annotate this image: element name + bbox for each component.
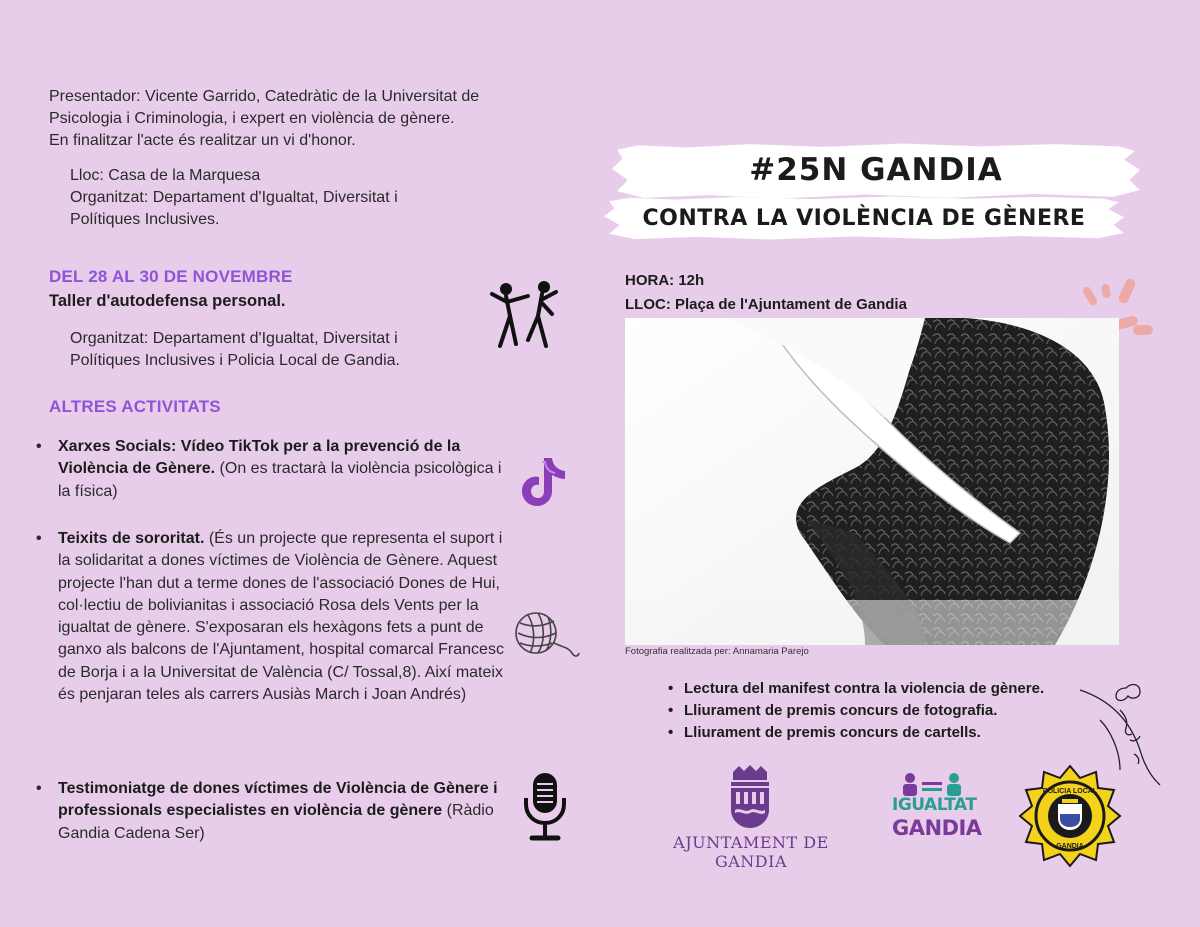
presenter-text: [49, 86, 569, 152]
yarn-ball-icon: [510, 607, 580, 661]
other-activities-heading: ALTRES ACTIVITATS: [49, 397, 221, 416]
martial-arts-icon: [484, 274, 564, 352]
ajuntament-crest-icon: [727, 764, 773, 830]
event-activity-item: • Lliurament de premis concurs de cartells.: [668, 722, 1128, 744]
activity-item-sororitat: [58, 528, 513, 706]
igualtat-line2: GANDIA: [892, 816, 982, 840]
policia-local-badge-icon: [1018, 764, 1122, 868]
workshop-title: Taller d'autodefensa personal.: [49, 292, 286, 310]
igualtat-line1: IGUALTAT: [892, 795, 977, 815]
hair-photo: [625, 318, 1119, 645]
presenter-line: Presentador: Vicente Garrido, Catedràtic de la Universitat de: [49, 88, 480, 105]
ajuntament-name: AJUNTAMENT DE GANDIA: [673, 833, 829, 871]
intro-place: Lloc: Casa de la Marquesa: [70, 167, 261, 184]
workshop-organizer-line: Organitzat: Departament d'Igualtat, Diversitat i: [70, 330, 398, 347]
activity-item-tiktok: [58, 436, 513, 503]
activity-detail: (És un projecte que representa el suport i la solidaritat a dones víctimes de Violència de Gènere. Aquest projecte l'han dut a terme dones de l'associació Dones de Hui, col·lectiu de bolivianitas i associació Rosa dels Vents per la igualtat de gènere. S'exposaran els hexàgons fets a punt de ganxo als balcons de l'Ajuntament, hospital comarcal Francesc de Borja i a la Universitat de València (C/ Tossal,8). Així mateix és penjaran teles als carrers Ausiàs March i Joan Andrés): [58, 530, 504, 704]
event-activities: [668, 678, 1128, 744]
tiktok-icon: [512, 452, 572, 512]
workshop-organizer: [70, 328, 490, 372]
event-activity-item: • Lliurament de premis concurs de fotografia.: [668, 700, 1128, 722]
activity-detail: (On es tractarà la violència psicològica i la física): [58, 460, 502, 500]
event-subtitle: CONTRA LA VIOLÈNCIA DE GÈNERE: [642, 206, 1086, 231]
intro-organizer-line: Polítiques Inclusives.: [70, 211, 220, 228]
intro-organizer-line: Organitzat: Departament d'Igualtat, Diversitat i: [70, 189, 398, 206]
presenter-line: En finalitzar l'acte és realitzar un vi d'honor.: [49, 132, 356, 149]
activity-bold: Teixits de sororitat.: [58, 530, 205, 547]
workshop-dates: DEL 28 AL 30 DE NOVEMBRE: [49, 267, 293, 286]
photo-credit: Fotografia realitzada per: Annamaria Parejo: [625, 646, 809, 657]
policia-ring-text: POLICIA LOCAL: [1042, 788, 1098, 795]
igualtat-figures-icon: [900, 772, 964, 796]
policia-bottom-text: GANDIA: [1056, 843, 1084, 850]
microphone-icon: [520, 770, 570, 844]
activity-item-testimoniatge: [58, 778, 508, 845]
event-time: HORA: 12h: [625, 272, 705, 289]
activity-bold: Xarxes Socials: Vídeo TikTok per a la prevenció de la Violència de Gènere.: [58, 438, 461, 478]
event-activity-item: • Lectura del manifest contra la violencia de gènere.: [668, 678, 1128, 700]
event-place: LLOC: Plaça de l'Ajuntament de Gandia: [625, 296, 907, 313]
event-title: #25N GANDIA: [749, 152, 1003, 188]
activity-bold: Testimoniatge de dones víctimes de Violència de Gènere i professionals especialistes en violència de gènere: [58, 780, 498, 820]
activity-detail: (Ràdio Gandia Cadena Ser): [58, 802, 494, 842]
presenter-line: Psicologia i Criminologia, i expert en violència de gènere.: [49, 110, 455, 127]
workshop-organizer-line: Polítiques Inclusives i Policia Local de Gandia.: [70, 352, 400, 369]
intro-place-block: [70, 165, 520, 231]
